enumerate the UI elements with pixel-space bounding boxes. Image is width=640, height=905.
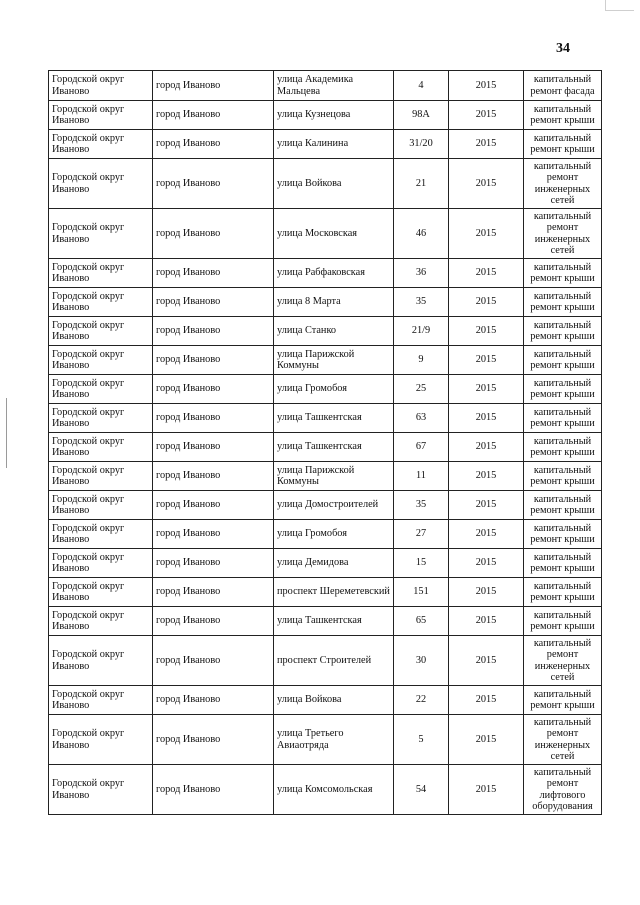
street-cell: улица Войкова [274, 686, 394, 715]
street-cell: улица 8 Марта [274, 288, 394, 317]
district-cell: Городской округ Иваново [49, 375, 153, 404]
table-row [49, 607, 602, 636]
city-cell: город Иваново [153, 317, 274, 346]
work-type-cell: капитальный ремонт крыши [524, 288, 602, 317]
district-cell: Городской округ Иваново [49, 101, 153, 130]
district-cell: Городской округ Иваново [49, 549, 153, 578]
city-cell: город Иваново [153, 346, 274, 375]
district-cell: Городской округ Иваново [49, 715, 153, 765]
street-cell: улица Громобоя [274, 375, 394, 404]
street-cell: улица Парижской Коммуны [274, 462, 394, 491]
city-cell: город Иваново [153, 462, 274, 491]
house-number-cell: 30 [394, 636, 449, 686]
work-type-cell: капитальный ремонт крыши [524, 607, 602, 636]
city-cell: город Иваново [153, 715, 274, 765]
work-type-cell: капитальный ремонт крыши [524, 433, 602, 462]
city-cell: город Иваново [153, 375, 274, 404]
table-row [49, 404, 602, 433]
street-cell: проспект Шереметевский [274, 578, 394, 607]
work-type-cell: капитальный ремонт лифтового оборудования [524, 765, 602, 815]
year-cell: 2015 [449, 715, 524, 765]
house-number-cell: 31/20 [394, 130, 449, 159]
house-number-cell: 67 [394, 433, 449, 462]
street-cell: улица Академика Мальцева [274, 71, 394, 101]
table-row [49, 433, 602, 462]
district-cell: Городской округ Иваново [49, 209, 153, 259]
street-cell: улица Домостроителей [274, 491, 394, 520]
city-cell: город Иваново [153, 433, 274, 462]
year-cell: 2015 [449, 462, 524, 491]
street-cell: улица Ташкентская [274, 607, 394, 636]
year-cell: 2015 [449, 317, 524, 346]
district-cell: Городской округ Иваново [49, 288, 153, 317]
city-cell: город Иваново [153, 765, 274, 815]
street-cell: улица Ташкентская [274, 404, 394, 433]
house-number-cell: 25 [394, 375, 449, 404]
house-number-cell: 65 [394, 607, 449, 636]
street-cell: улица Демидова [274, 549, 394, 578]
street-cell: улица Комсомольская [274, 765, 394, 815]
work-type-cell: капитальный ремонт крыши [524, 317, 602, 346]
table-row [49, 549, 602, 578]
table-row [49, 636, 602, 686]
year-cell: 2015 [449, 404, 524, 433]
table-row [49, 346, 602, 375]
street-cell: улица Третьего Авиаотряда [274, 715, 394, 765]
table-body [49, 71, 602, 815]
city-cell: город Иваново [153, 159, 274, 209]
street-cell: улица Ташкентская [274, 433, 394, 462]
table-row [49, 462, 602, 491]
house-number-cell: 63 [394, 404, 449, 433]
year-cell: 2015 [449, 71, 524, 101]
district-cell: Городской округ Иваново [49, 159, 153, 209]
work-type-cell: капитальный ремонт инженерных сетей [524, 715, 602, 765]
table-row [49, 71, 602, 101]
district-cell: Городской округ Иваново [49, 578, 153, 607]
house-number-cell: 35 [394, 491, 449, 520]
street-cell: улица Громобоя [274, 520, 394, 549]
year-cell: 2015 [449, 636, 524, 686]
work-type-cell: капитальный ремонт инженерных сетей [524, 209, 602, 259]
table-row [49, 159, 602, 209]
city-cell: город Иваново [153, 101, 274, 130]
district-cell: Городской округ Иваново [49, 462, 153, 491]
city-cell: город Иваново [153, 71, 274, 101]
year-cell: 2015 [449, 159, 524, 209]
work-type-cell: капитальный ремонт крыши [524, 346, 602, 375]
house-number-cell: 36 [394, 259, 449, 288]
page-number: 34 [556, 41, 570, 56]
house-number-cell: 11 [394, 462, 449, 491]
house-number-cell: 5 [394, 715, 449, 765]
work-type-cell: капитальный ремонт крыши [524, 101, 602, 130]
work-type-cell: капитальный ремонт крыши [524, 491, 602, 520]
table-row [49, 209, 602, 259]
table-row [49, 520, 602, 549]
street-cell: улица Рабфаковская [274, 259, 394, 288]
year-cell: 2015 [449, 288, 524, 317]
table-row [49, 578, 602, 607]
year-cell: 2015 [449, 765, 524, 815]
work-type-cell: капитальный ремонт крыши [524, 686, 602, 715]
year-cell: 2015 [449, 259, 524, 288]
year-cell: 2015 [449, 209, 524, 259]
year-cell: 2015 [449, 686, 524, 715]
street-cell: улица Войкова [274, 159, 394, 209]
work-type-cell: капитальный ремонт фасада [524, 71, 602, 101]
city-cell: город Иваново [153, 491, 274, 520]
work-type-cell: капитальный ремонт инженерных сетей [524, 159, 602, 209]
district-cell: Городской округ Иваново [49, 491, 153, 520]
district-cell: Городской округ Иваново [49, 404, 153, 433]
table-row [49, 715, 602, 765]
year-cell: 2015 [449, 549, 524, 578]
city-cell: город Иваново [153, 259, 274, 288]
year-cell: 2015 [449, 375, 524, 404]
work-type-cell: капитальный ремонт крыши [524, 375, 602, 404]
house-number-cell: 98А [394, 101, 449, 130]
work-type-cell: капитальный ремонт крыши [524, 520, 602, 549]
house-number-cell: 35 [394, 288, 449, 317]
city-cell: город Иваново [153, 130, 274, 159]
work-type-cell: капитальный ремонт крыши [524, 549, 602, 578]
table-row [49, 101, 602, 130]
city-cell: город Иваново [153, 686, 274, 715]
district-cell: Городской округ Иваново [49, 765, 153, 815]
work-type-cell: капитальный ремонт крыши [524, 130, 602, 159]
street-cell: улица Кузнецова [274, 101, 394, 130]
work-type-cell: капитальный ремонт крыши [524, 404, 602, 433]
district-cell: Городской округ Иваново [49, 71, 153, 101]
scan-margin-mark [6, 398, 7, 468]
district-cell: Городской округ Иваново [49, 433, 153, 462]
table-row [49, 686, 602, 715]
street-cell: улица Парижской Коммуны [274, 346, 394, 375]
house-number-cell: 54 [394, 765, 449, 815]
year-cell: 2015 [449, 607, 524, 636]
work-type-cell: капитальный ремонт инженерных сетей [524, 636, 602, 686]
house-number-cell: 151 [394, 578, 449, 607]
house-number-cell: 21 [394, 159, 449, 209]
city-cell: город Иваново [153, 549, 274, 578]
city-cell: город Иваново [153, 636, 274, 686]
year-cell: 2015 [449, 101, 524, 130]
house-number-cell: 22 [394, 686, 449, 715]
district-cell: Городской округ Иваново [49, 130, 153, 159]
city-cell: город Иваново [153, 209, 274, 259]
street-cell: улица Станко [274, 317, 394, 346]
year-cell: 2015 [449, 491, 524, 520]
work-type-cell: капитальный ремонт крыши [524, 462, 602, 491]
work-type-cell: капитальный ремонт крыши [524, 259, 602, 288]
district-cell: Городской округ Иваново [49, 317, 153, 346]
street-cell: проспект Строителей [274, 636, 394, 686]
district-cell: Городской округ Иваново [49, 346, 153, 375]
city-cell: город Иваново [153, 288, 274, 317]
table-row [49, 288, 602, 317]
house-number-cell: 4 [394, 71, 449, 101]
year-cell: 2015 [449, 346, 524, 375]
district-cell: Городской округ Иваново [49, 259, 153, 288]
city-cell: город Иваново [153, 520, 274, 549]
table-row [49, 491, 602, 520]
district-cell: Городской округ Иваново [49, 636, 153, 686]
house-number-cell: 15 [394, 549, 449, 578]
year-cell: 2015 [449, 130, 524, 159]
street-cell: улица Калинина [274, 130, 394, 159]
district-cell: Городской округ Иваново [49, 686, 153, 715]
house-number-cell: 9 [394, 346, 449, 375]
city-cell: город Иваново [153, 578, 274, 607]
table-row [49, 130, 602, 159]
year-cell: 2015 [449, 433, 524, 462]
city-cell: город Иваново [153, 404, 274, 433]
city-cell: город Иваново [153, 607, 274, 636]
house-number-cell: 27 [394, 520, 449, 549]
house-number-cell: 46 [394, 209, 449, 259]
district-cell: Городской округ Иваново [49, 607, 153, 636]
housing-repair-table [48, 70, 602, 815]
table-row [49, 259, 602, 288]
street-cell: улица Московская [274, 209, 394, 259]
year-cell: 2015 [449, 578, 524, 607]
house-number-cell: 21/9 [394, 317, 449, 346]
table-row [49, 317, 602, 346]
scan-corner-mark [605, 0, 634, 11]
work-type-cell: капитальный ремонт крыши [524, 578, 602, 607]
year-cell: 2015 [449, 520, 524, 549]
table-row [49, 765, 602, 815]
table-row [49, 375, 602, 404]
district-cell: Городской округ Иваново [49, 520, 153, 549]
